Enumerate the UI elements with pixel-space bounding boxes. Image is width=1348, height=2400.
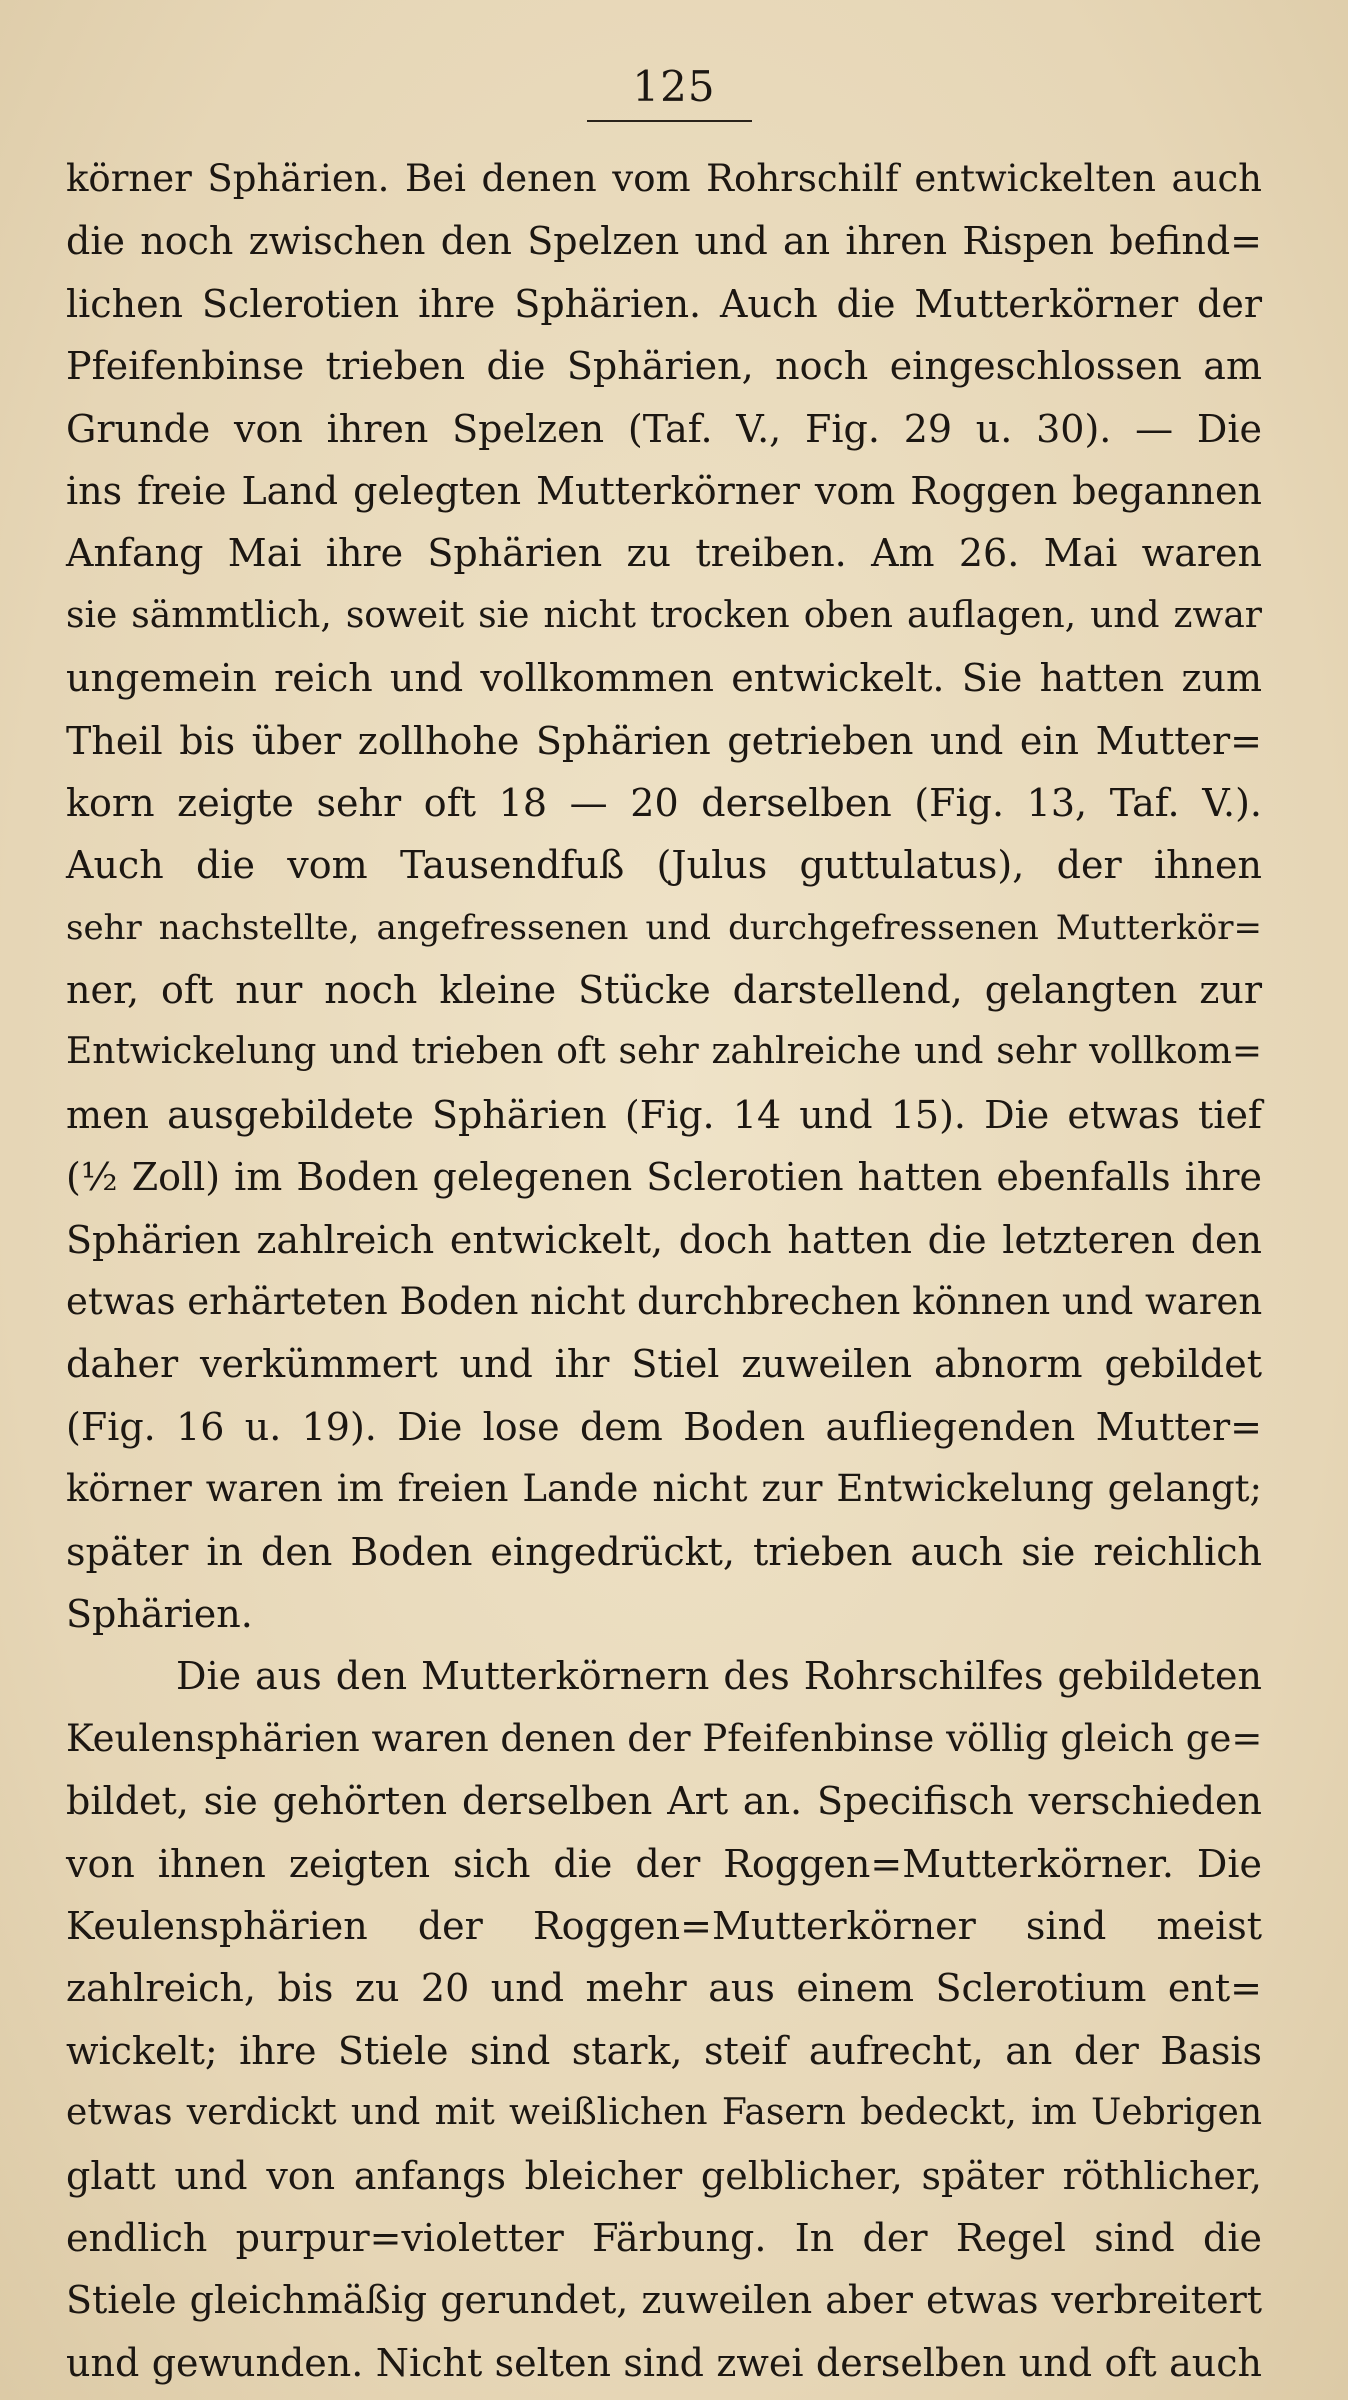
text-line: bildet, sie gehörten derselben Art an. Specifisch verschieden: [66, 1779, 1262, 1824]
text-line: Keulensphärien der Roggen=Mutterkörner sind meist: [66, 1903, 1262, 1948]
text-line: wickelt; ihre Stiele sind stark, steif aufrecht, an der Basis: [66, 2028, 1262, 2073]
text-line: etwas verdickt und mit weißlichen Fasern bedeckt, im Uebrigen: [66, 2092, 1262, 2134]
text-line: men ausgebildete Sphärien (Fig. 14 und 15). Die etwas tief: [66, 1092, 1262, 1137]
text-line: Auch die vom Tausendfuß (Julus guttulatus), der ihnen: [66, 843, 1262, 888]
text-line: ungemein reich und vollkommen entwickelt. Sie hatten zum: [66, 656, 1262, 701]
text-line: ins freie Land gelegten Mutterkörner vom Roggen begannen: [66, 468, 1262, 513]
text-line: Anfang Mai ihre Sphärien zu treiben. Am 26. Mai waren: [66, 531, 1262, 576]
text-line: und gewunden. Nicht selten sind zwei derselben und oft auch: [66, 2340, 1262, 2385]
text-line: (½ Zoll) im Boden gelegenen Sclerotien hatten ebenfalls ihre: [66, 1155, 1262, 1200]
text-line: glatt und von anfangs bleicher gelblicher, später röthlicher,: [66, 2153, 1262, 2198]
text-line: Entwickelung und trieben oft sehr zahlreiche und sehr vollkom=: [66, 1031, 1262, 1073]
text-line: Theil bis über zollhohe Sphärien getrieben und ein Mutter=: [66, 718, 1262, 763]
text-line: endlich purpur=violetter Färbung. In der Regel sind die: [66, 2215, 1262, 2260]
text-line: ner, oft nur noch kleine Stücke darstellend, gelangten zur: [66, 968, 1262, 1013]
text-line: Keulensphärien waren denen der Pfeifenbinse völlig gleich ge=: [66, 1716, 1263, 1760]
text-line: körner Sphärien. Bei denen vom Rohrschilf entwickelten auch: [66, 157, 1262, 200]
text-line: Sphärien zahlreich entwickelt, doch hatten die letzteren den: [66, 1217, 1262, 1262]
text-line: später in den Boden eingedrückt, trieben auch sie reichlich: [66, 1529, 1262, 1574]
text-line: von ihnen zeigten sich die der Roggen=Mutterkörner. Die: [66, 1841, 1262, 1886]
text-line: lichen Sclerotien ihre Sphärien. Auch die Mutterkörner der: [66, 281, 1262, 326]
text-line: Sphärien.: [66, 1591, 253, 1636]
text-line: Grunde von ihren Spelzen (Taf. V., Fig. 29 u. 30). — Die: [66, 406, 1262, 451]
body-text: [66, 148, 1262, 2394]
text-line: sehr nachstellte, angefressenen und durchgefressenen Mutterkör=: [66, 907, 1262, 948]
page-number: 125: [632, 62, 716, 111]
text-line: Die aus den Mutterkörnern des Rohrschilfes gebildeten: [176, 1654, 1262, 1699]
text-line: körner waren im freien Lande nicht zur Entwickelung gelangt;: [66, 1467, 1262, 1511]
text-line: sie sämmtlich, soweit sie nicht trocken oben auflagen, und zwar: [66, 594, 1262, 636]
text-line: Stiele gleichmäßig gerundet, zuweilen aber etwas verbreitert: [66, 2278, 1262, 2323]
paragraph-1: [66, 148, 1262, 1645]
text-line: korn zeigte sehr oft 18 — 20 derselben (Fig. 13, Taf. V.).: [66, 780, 1262, 825]
text-line: Pfeifenbinse trieben die Sphärien, noch eingeschlossen am: [66, 344, 1262, 389]
text-line: etwas erhärteten Boden nicht durchbrechen können und waren: [66, 1280, 1263, 1324]
text-line: (Fig. 16 u. 19). Die lose dem Boden aufliegenden Mutter=: [66, 1404, 1262, 1449]
text-line: die noch zwischen den Spelzen und an ihren Rispen befind=: [66, 219, 1262, 264]
header-rule: [587, 120, 752, 122]
text-line: zahlreich, bis zu 20 und mehr aus einem Sclerotium ent=: [66, 1966, 1262, 2011]
text-line: daher verkümmert und ihr Stiel zuweilen abnorm gebildet: [66, 1342, 1262, 1387]
paragraph-2: [66, 1645, 1262, 2394]
